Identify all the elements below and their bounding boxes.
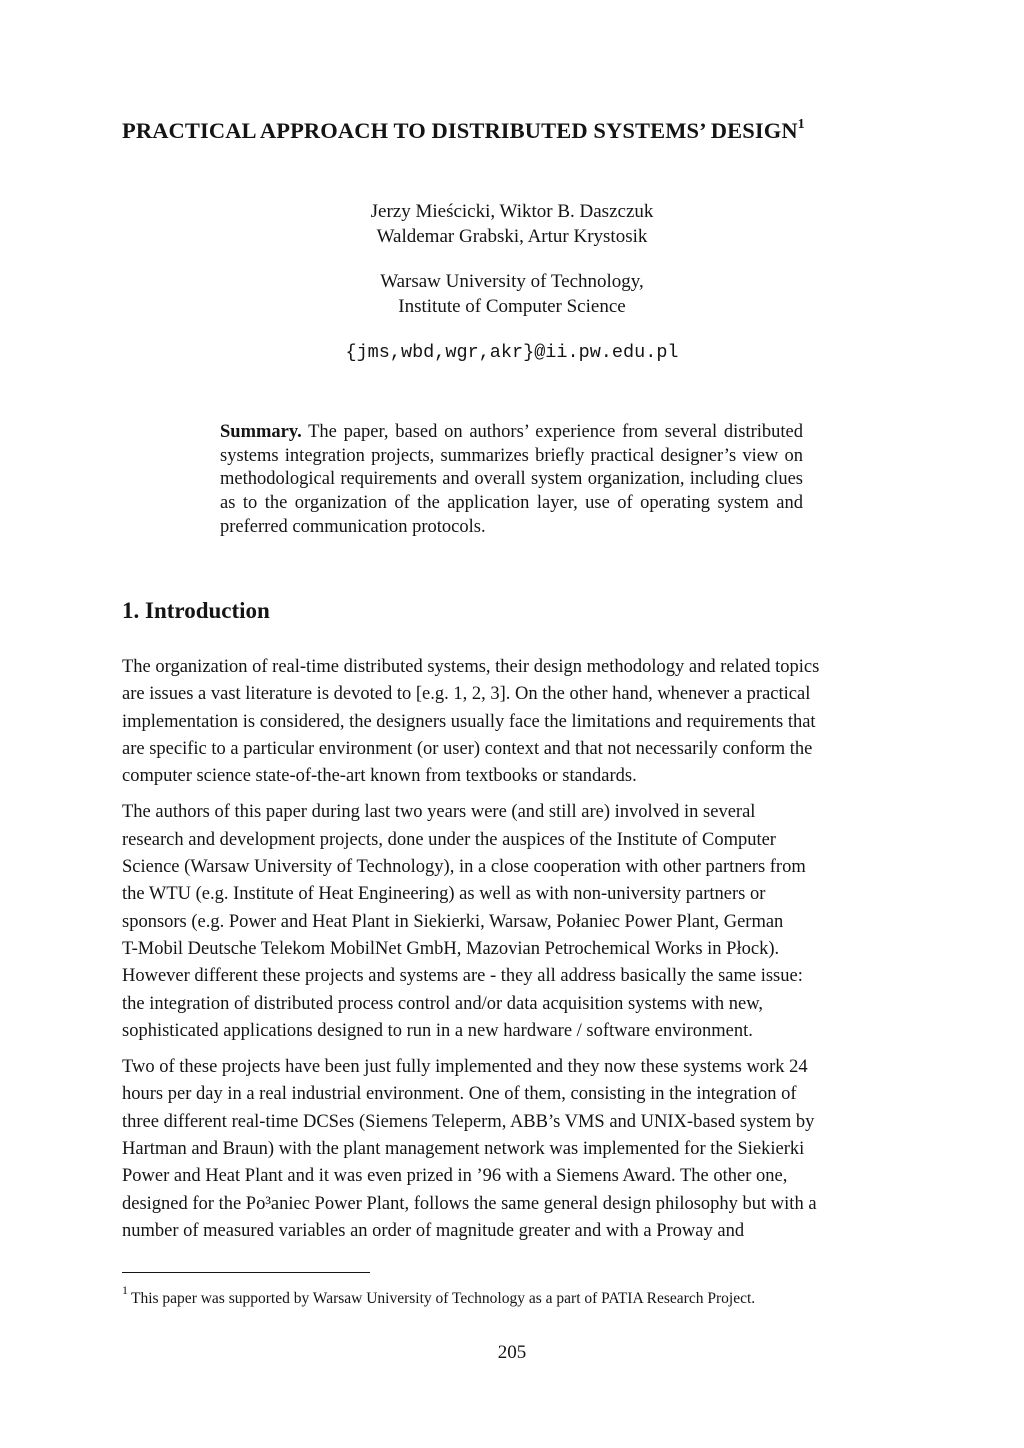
paper-title-text: PRACTICAL APPROACH TO DISTRIBUTED SYSTEMS’ DESIGN [122, 118, 798, 143]
footnote [122, 1283, 755, 1309]
summary-text: The paper, based on authors’ experience from several distributed systems integration projects, summarizes briefly practical designer’s view on methodological requirements and overall system organization, including clues as to the organization of the application layer, use of operating system and preferred communication protocols. [220, 422, 803, 537]
paragraph-line: The organization of real-time distributed systems, their design methodology and related topics [122, 657, 820, 677]
paragraph-line: computer science state-of-the-art known from textbooks or standards. [122, 766, 637, 787]
paragraph-line: the WTU (e.g. Institute of Heat Engineering) as well as with non-university partners or [122, 884, 766, 905]
paragraph-line: research and development projects, done under the auspices of the Institute of Computer [122, 829, 776, 850]
footnote-divider [122, 1272, 370, 1273]
authors-line-1: Jerzy Mieścicki, Wiktor B. Daszczuk [370, 201, 654, 222]
section-heading-introduction: 1. Introduction [122, 598, 270, 623]
paragraph-line: designed for the Po³aniec Power Plant, follows the same general design philosophy but with a [122, 1193, 817, 1214]
affiliation-line-2: Institute of Computer Science [398, 296, 626, 317]
paragraph-line: sponsors (e.g. Power and Heat Plant in Siekierki, Warsaw, Połaniec Power Plant, German [122, 911, 784, 932]
introduction-body [122, 654, 902, 1254]
paragraph-line: three different real-time DCSes (Siemens Teleperm, ABB’s VMS and UNIX-based system by [122, 1111, 815, 1132]
page-number: 205 [497, 1342, 527, 1363]
footnote-mark: 1 [122, 1283, 128, 1297]
paragraph-line: sophisticated applications designed to run in a new hardware / software environment. [122, 1020, 753, 1041]
paragraph-line: Hartman and Braun) with the plant management network was implemented for the Siekierki [122, 1139, 805, 1160]
paragraph-line: are specific to a particular environment (or user) context and that not necessarily conform the [122, 738, 813, 759]
summary-abstract [220, 421, 803, 540]
authors-line-2: Waldemar Grabski, Artur Krystosik [376, 226, 648, 247]
affiliation [0, 269, 1024, 319]
paragraph-line: hours per day in a real industrial environment. One of them, consisting in the integration of [122, 1084, 797, 1105]
author-emails: {jms,wbd,wgr,akr}@ii.pw.edu.pl [345, 342, 679, 363]
paragraph-line: Power and Heat Plant and it was even prized in ’96 with a Siemens Award. The other one, [122, 1166, 788, 1187]
affiliation-line-1: Warsaw University of Technology, [380, 271, 644, 292]
paragraph-line: the integration of distributed process control and/or data acquisition systems with new, [122, 993, 764, 1014]
paragraph-line: The authors of this paper during last two years were (and still are) involved in several [122, 802, 756, 823]
paragraph-line: Two of these projects have been just fully implemented and they now these systems work 24 [122, 1057, 808, 1078]
paragraph-line: implementation is considered, the designers usually face the limitations and requirements that [122, 711, 816, 732]
paragraph-line: number of measured variables an order of magnitude greater and with a Proway and [122, 1220, 745, 1241]
title-footnote-mark: 1 [797, 116, 805, 132]
author-list [0, 199, 1024, 249]
paragraph-line: However different these projects and systems are - they all address basically the same issue: [122, 966, 803, 987]
footnote-text: This paper was supported by Warsaw University of Technology as a part of PATIA Research Project. [131, 1290, 756, 1308]
paragraph-2 [122, 799, 902, 1045]
paragraph-line: are issues a vast literature is devoted to [e.g. 1, 2, 3]. On the other hand, whenever a practical [122, 684, 811, 705]
paragraph-line: Science (Warsaw University of Technology), in a close cooperation with other partners from [122, 857, 806, 878]
paragraph-line: T-Mobil Deutsche Telekom MobilNet GmbH, Mazovian Petrochemical Works in Płock). [122, 938, 780, 959]
paper-title [122, 118, 922, 144]
paragraph-1 [122, 654, 902, 790]
paragraph-3 [122, 1054, 902, 1245]
summary-label: Summary. [220, 422, 302, 442]
